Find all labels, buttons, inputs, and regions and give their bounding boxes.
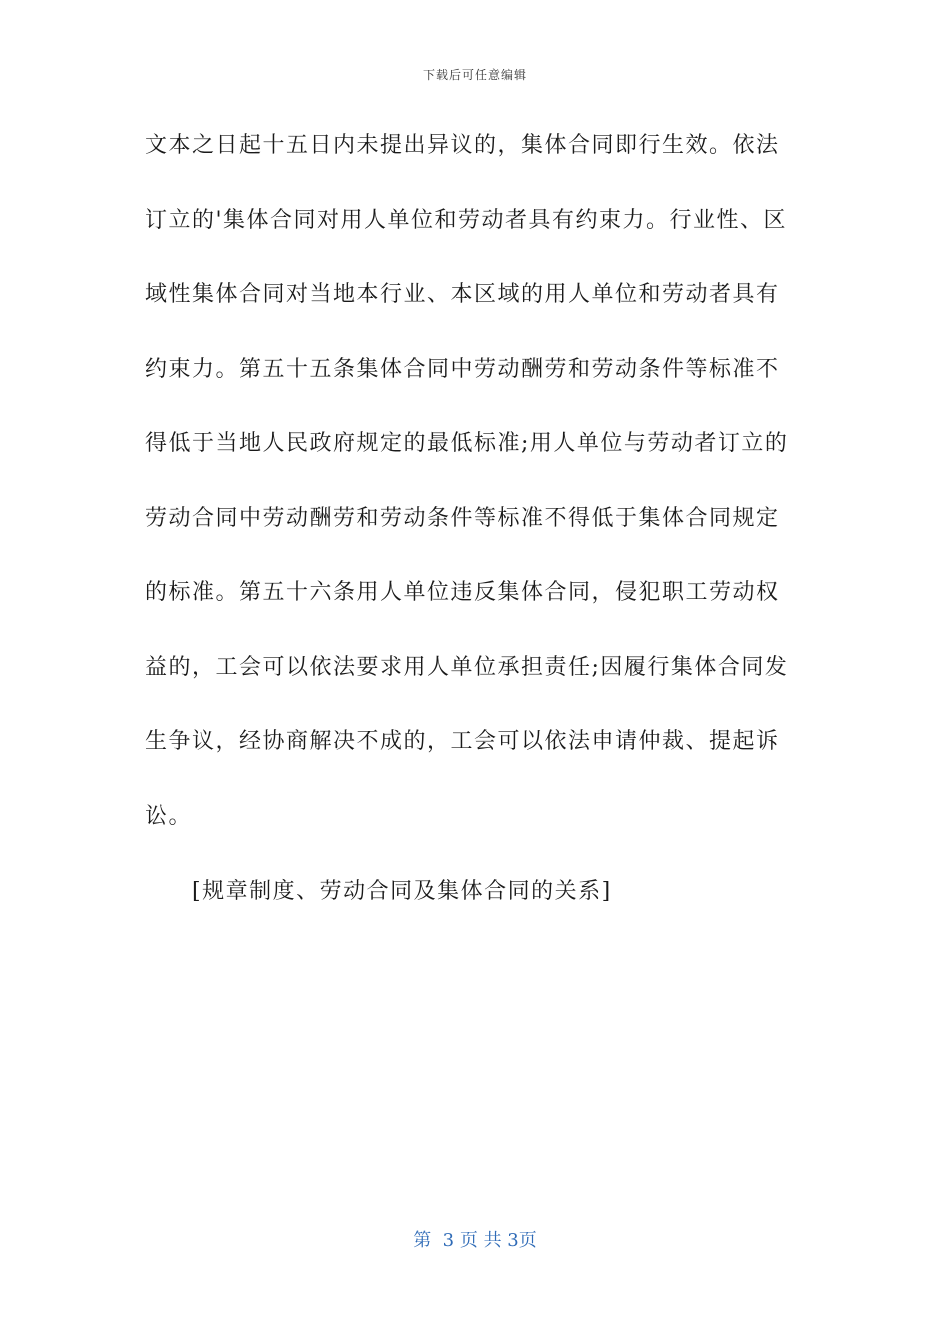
paragraph-line: 生争议，经协商解决不成的，工会可以依法申请仲裁、提起诉 (145, 729, 780, 754)
body-paragraph (145, 120, 805, 865)
paragraph-line: 域性集体合同对当地本行业、本区域的用人单位和劳动者具有 (145, 282, 780, 307)
paragraph-line: 约束力。第五十五条集体合同中劳动酬劳和劳动条件等标准不 (145, 356, 780, 382)
page-header: 下载后可任意编辑 (422, 68, 527, 82)
paragraph-line: 文本之日起十五日内未提出异议的，集体合同即行生效。依法 (145, 133, 780, 158)
paragraph-line: 讼。 (145, 803, 193, 829)
paragraph-line: 益的，工会可以依法要求用人单位承担责任;因履行集体合同发 (145, 654, 789, 680)
paragraph-line: 得低于当地人民政府规定的最低标准;用人单位与劳动者订立的 (145, 431, 789, 456)
paragraph-line: 劳动合同中劳动酬劳和劳动条件等标准不得低于集体合同规定 (145, 505, 780, 531)
page-number-footer: 第 3 页 共 3页 (413, 1230, 537, 1251)
section-heading: [规章制度、劳动合同及集体合同的关系] (192, 879, 612, 904)
paragraph-line: 的标准。第五十六条用人单位违反集体合同，侵犯职工劳动权 (145, 580, 780, 605)
paragraph-line: 订立的'集体合同对用人单位和劳动者具有约束力。行业性、区 (145, 207, 788, 233)
